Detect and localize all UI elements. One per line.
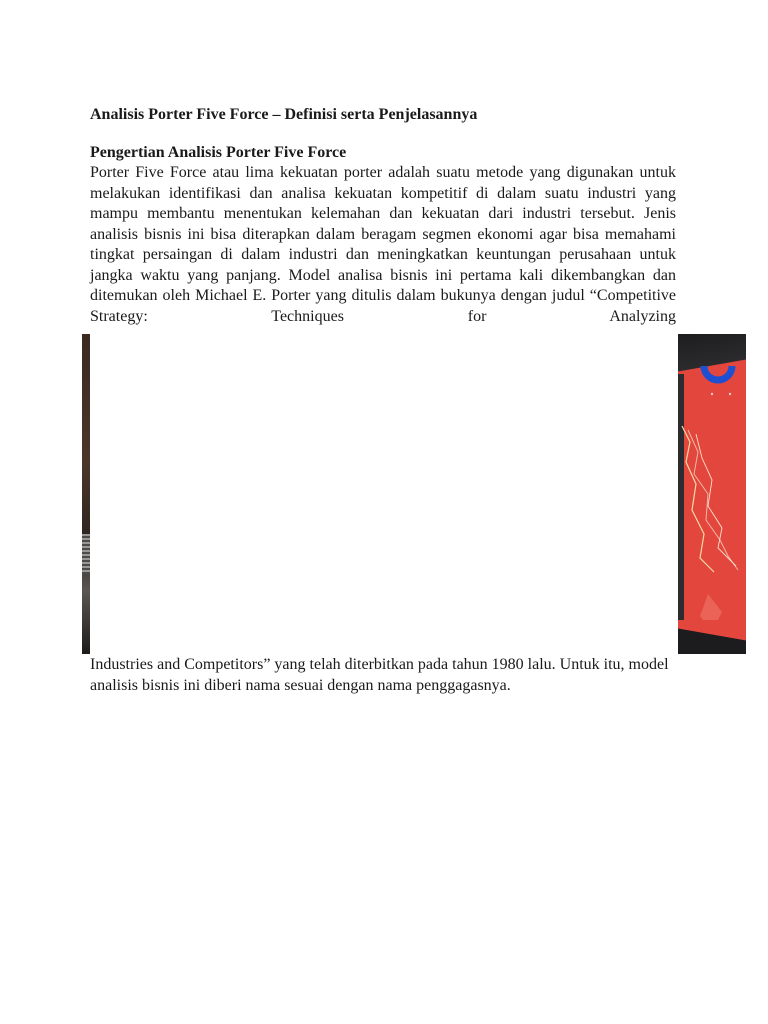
document-title: Analisis Porter Five Force – Definisi serta Penjelasannya (90, 106, 478, 123)
blue-arc-icon (704, 366, 732, 380)
image-right-panel (678, 334, 746, 654)
dot-icon (729, 393, 731, 395)
embedded-image (82, 334, 746, 654)
line-sketch-icon (688, 430, 738, 570)
section-heading: Pengertian Analisis Porter Five Force (90, 144, 347, 161)
image-dark-frame-bottom (678, 620, 746, 654)
dot-icon (711, 393, 713, 395)
chart-sketch-icon (678, 334, 746, 654)
image-left-edge (82, 334, 90, 654)
paragraph-top: Porter Five Force atau lima kekuatan porter adalah suatu metode yang digunakan untuk melakukan identifikasi dan analisa kekuatan kompetitif di dalam suatu industri yang mampu membantu menentukan kelemahan dan kekuatan dari industri tersebut. Jenis analisis bisnis ini bisa diterapkan dalam beragam segmen ekonomi agar bisa memahami tingkat persaingan di dalam industri dan meningkatkan keuntungan perusahaan untuk jangka waktu yang panjang. Model analisa bisnis ini pertama kali dikembangkan dan ditemukan oleh Michael E. Porter yang ditulis dalam bukunya dengan judul “Competitive Strategy: Techniques for Analyzing (90, 164, 676, 325)
paragraph-bottom: Industries and Competitors” yang telah diterbitkan pada tahun 1980 lalu. Untuk itu, model analisis bisnis ini diberi nama sesuai dengan nama penggagasnya. (90, 656, 669, 694)
